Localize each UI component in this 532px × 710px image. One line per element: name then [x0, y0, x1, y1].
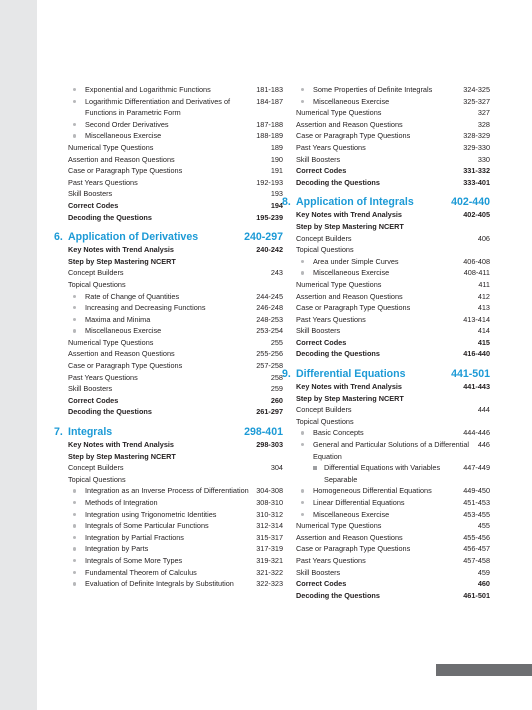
toc-entry-title: Integrals of Some Particular Functions: [68, 520, 256, 532]
toc-entry[interactable]: [296, 233, 490, 245]
toc-entry[interactable]: [68, 302, 283, 314]
toc-entry-title: Fundamental Theorem of Calculus: [68, 567, 256, 579]
toc-entry[interactable]: [296, 267, 490, 279]
toc-entry-pages: 459: [477, 567, 490, 577]
toc-entry-pages: 325-327: [463, 96, 490, 106]
toc-entry-pages: 312-314: [256, 521, 283, 531]
toc-entry[interactable]: [68, 200, 283, 212]
toc-entry[interactable]: [68, 567, 283, 579]
toc-entry[interactable]: [68, 96, 283, 119]
toc-entry-pages: 444-446: [463, 428, 490, 438]
page-margin-strip: [0, 0, 37, 710]
toc-entry-pages: 460: [477, 579, 490, 589]
toc-entry-pages: 333-401: [463, 177, 490, 187]
toc-entry-title: Past Years Questions: [68, 372, 138, 382]
chapter-number: 6.: [54, 231, 63, 244]
toc-entry-title: Maxima and Minima: [68, 314, 256, 326]
toc-entry[interactable]: [68, 177, 283, 189]
toc-entry[interactable]: [296, 337, 490, 349]
toc-entry-pages: 248-253: [256, 314, 283, 324]
toc-entry[interactable]: [296, 497, 490, 509]
toc-entry[interactable]: [68, 474, 283, 486]
toc-entry[interactable]: [296, 509, 490, 521]
toc-entry[interactable]: [68, 267, 283, 279]
toc-entry-title: Skill Boosters: [68, 384, 113, 394]
toc-entry[interactable]: [68, 406, 283, 418]
toc-entry[interactable]: [68, 130, 283, 142]
toc-entry[interactable]: [68, 383, 283, 395]
chapter-number: 7.: [54, 426, 63, 439]
toc-entry-title: Integration using Trigonometric Identities: [68, 509, 256, 521]
chapter-title: Application of Derivatives: [68, 231, 199, 244]
toc-entry[interactable]: [68, 244, 283, 256]
toc-entry-pages: 451-453: [463, 498, 490, 507]
toc-entry-title: Key Notes with Trend Analysis: [68, 245, 174, 255]
toc-entry-title: Decoding the Questions: [68, 212, 152, 222]
chapter-heading[interactable]: [54, 425, 283, 439]
toc-entry[interactable]: [68, 212, 283, 224]
toc-entry[interactable]: [68, 291, 283, 303]
toc-entry-pages: 456-457: [463, 544, 490, 554]
toc-entry-pages: 322-323: [256, 579, 283, 589]
toc-entry-title: Correct Codes: [296, 579, 347, 589]
toc-entry-pages: 255: [270, 337, 283, 347]
toc-entry-title: Past Years Questions: [296, 555, 366, 565]
toc-entry[interactable]: [68, 348, 283, 360]
toc-entry-title: Assertion and Reason Questions: [296, 291, 403, 301]
toc-entry-pages: 194: [270, 200, 283, 210]
toc-entry[interactable]: [296, 462, 490, 485]
toc-entry-title: Past Years Questions: [296, 314, 366, 324]
toc-entry-title: Past Years Questions: [296, 142, 366, 152]
toc-entry[interactable]: [68, 188, 283, 200]
toc-entry[interactable]: [296, 84, 490, 96]
toc-entry-title: Some Properties of Definite Integrals: [296, 84, 463, 96]
toc-entry[interactable]: [68, 395, 283, 407]
toc-entry-pages: 246-248: [256, 303, 283, 313]
toc-entry[interactable]: [296, 119, 490, 131]
toc-entry[interactable]: [68, 84, 283, 96]
toc-entry[interactable]: [296, 543, 490, 555]
toc-entry[interactable]: [68, 485, 283, 497]
footer-bar: [436, 664, 532, 676]
toc-entry-pages: 461-501: [463, 590, 490, 600]
toc-entry-pages: 193: [270, 189, 283, 199]
toc-entry-title: Miscellaneous Exercise: [296, 509, 463, 521]
toc-entry[interactable]: [296, 279, 490, 291]
toc-entry[interactable]: [296, 221, 490, 233]
toc-entry-title: Correct Codes: [296, 337, 347, 347]
toc-entry[interactable]: [68, 256, 283, 268]
toc-entry[interactable]: [68, 360, 283, 372]
toc-entry-title: Numerical Type Questions: [68, 142, 154, 152]
toc-entry-pages: 324-325: [463, 85, 490, 94]
toc-entry[interactable]: [296, 427, 490, 439]
toc-entry-pages: 414: [477, 326, 490, 336]
toc-entry-title: Topical Questions: [296, 416, 354, 426]
toc-entry[interactable]: [296, 567, 490, 579]
chapter-pages: 240-297: [244, 231, 283, 244]
chapter-title: Integrals: [68, 426, 113, 439]
toc-entry-pages: 447-449: [463, 463, 490, 473]
toc-entry[interactable]: [296, 404, 490, 416]
toc-entry-title: Skill Boosters: [68, 189, 113, 199]
toc-entry-title: Numerical Type Questions: [296, 108, 382, 118]
toc-entry[interactable]: [68, 439, 283, 451]
toc-entry[interactable]: [68, 555, 283, 567]
toc-entry-pages: 455: [477, 521, 490, 531]
toc-entry-pages: 195-239: [256, 212, 283, 222]
toc-entry[interactable]: [296, 381, 490, 393]
toc-entry-pages: 192-193: [256, 177, 283, 187]
toc-entry-pages: 455-456: [463, 532, 490, 542]
toc-entry[interactable]: [296, 485, 490, 497]
toc-entry-title: Methods of Integration: [68, 497, 256, 509]
toc-entry-pages: 412: [477, 291, 490, 301]
toc-entry-title: Skill Boosters: [296, 326, 341, 336]
toc-entry-title: Past Years Questions: [68, 177, 138, 187]
toc-entry-pages: 191: [270, 166, 283, 176]
toc-entry[interactable]: [296, 96, 490, 108]
toc-entry-title: Concept Builders: [68, 463, 124, 473]
toc-entry-pages: 310-312: [256, 509, 283, 519]
toc-entry[interactable]: [296, 154, 490, 166]
toc-entry-pages: 328-329: [463, 131, 490, 141]
toc-entry-pages: 190: [270, 154, 283, 164]
toc-entry[interactable]: [296, 256, 490, 268]
toc-entry-title: Assertion and Reason Questions: [296, 532, 403, 542]
toc-entry-pages: 304: [270, 463, 283, 473]
toc-entry[interactable]: [296, 291, 490, 303]
toc-entry-title: Decoding the Questions: [68, 407, 152, 417]
toc-entry-pages: 413: [477, 303, 490, 313]
toc-entry[interactable]: [68, 462, 283, 474]
toc-entry[interactable]: [68, 532, 283, 544]
toc-entry[interactable]: [68, 142, 283, 154]
toc-entry-pages: 253-254: [256, 326, 283, 336]
chapter-number: 8.: [282, 196, 291, 209]
toc-entry-pages: 321-322: [256, 567, 283, 577]
toc-entry[interactable]: [296, 130, 490, 142]
toc-entry-title: Assertion and Reason Questions: [68, 154, 175, 164]
toc-entry-title: Integration as an Inverse Process of Differentiation: [68, 485, 256, 497]
toc-entry-title: Concept Builders: [296, 233, 352, 243]
toc-entry-pages: 317-319: [256, 544, 283, 554]
toc-entry-pages: 319-321: [256, 555, 283, 565]
toc-entry-title: Correct Codes: [296, 166, 347, 176]
toc-entry[interactable]: [296, 416, 490, 428]
toc-entry-pages: 257-258: [256, 361, 283, 371]
toc-entry-pages: 243: [270, 268, 283, 278]
toc-entry-pages: 181-183: [256, 85, 283, 94]
toc-entry-title: Area under Simple Curves: [296, 256, 463, 268]
toc-entry[interactable]: [296, 107, 490, 119]
toc-entry-pages: 446: [477, 440, 490, 450]
toc-entry[interactable]: [68, 337, 283, 349]
toc-entry[interactable]: [68, 279, 283, 291]
toc-entry-title: Key Notes with Trend Analysis: [68, 440, 174, 450]
toc-entry-pages: 406: [477, 233, 490, 243]
toc-entry[interactable]: [68, 578, 283, 590]
toc-entry[interactable]: [296, 302, 490, 314]
toc-entry-pages: 406-408: [463, 256, 490, 266]
toc-entry-pages: 187-188: [256, 119, 283, 129]
toc-entry[interactable]: [296, 590, 490, 602]
toc-entry-title: Differential Equations with Variables Separable: [296, 462, 463, 485]
toc-entry-title: Decoding the Questions: [296, 590, 380, 600]
toc-entry-title: Step by Step Mastering NCERT: [296, 393, 404, 403]
toc-entry-pages: 259: [270, 384, 283, 394]
toc-entry-pages: 330: [477, 154, 490, 164]
toc-entry-title: Integrals of Some More Types: [68, 555, 256, 567]
toc-entry-pages: 411: [478, 279, 490, 289]
toc-entry[interactable]: [68, 314, 283, 326]
toc-entry-title: Case or Paragraph Type Questions: [68, 166, 183, 176]
toc-entry[interactable]: [296, 578, 490, 590]
toc-entry-pages: 327: [477, 108, 490, 118]
toc-entry-title: Linear Differential Equations: [296, 497, 463, 509]
toc-entry-pages: 308-310: [256, 498, 283, 507]
toc-entry[interactable]: [296, 439, 490, 462]
toc-entry-title: Assertion and Reason Questions: [296, 119, 403, 129]
toc-entry-title: Key Notes with Trend Analysis: [296, 210, 402, 220]
toc-entry-pages: 184-187: [256, 96, 283, 106]
toc-entry-pages: 328: [477, 119, 490, 129]
toc-entry-title: Integration by Parts: [68, 543, 256, 555]
toc-entry-title: Integration by Partial Fractions: [68, 532, 256, 544]
toc-entry-pages: 415: [477, 337, 490, 347]
toc-entry-pages: 453-455: [463, 509, 490, 519]
toc-entry-title: Exponential and Logarithmic Functions: [68, 84, 256, 96]
toc-entry-title: Logarithmic Differentiation and Derivatives of Functions in Parametric Form: [68, 96, 256, 119]
toc-entry-pages: 413-414: [463, 314, 490, 324]
chapter-number: 9.: [282, 368, 291, 381]
toc-entry[interactable]: [68, 497, 283, 509]
toc-entry-pages: 331-332: [463, 166, 490, 176]
toc-entry-title: Decoding the Questions: [296, 177, 380, 187]
toc-entry-pages: 304-308: [256, 486, 283, 496]
toc-entry-pages: 315-317: [256, 532, 283, 542]
toc-entry-pages: 449-450: [463, 486, 490, 496]
toc-entry-title: Evaluation of Definite Integrals by Substitution: [68, 578, 256, 590]
toc-entry-title: Second Order Derivatives: [68, 119, 256, 131]
toc-entry-title: Topical Questions: [296, 245, 354, 255]
toc-entry-title: Topical Questions: [68, 279, 126, 289]
toc-entry-pages: 457-458: [463, 555, 490, 565]
toc-entry[interactable]: [296, 244, 490, 256]
toc-entry[interactable]: [296, 209, 490, 221]
toc-entry-title: Step by Step Mastering NCERT: [68, 256, 176, 266]
toc-entry-title: Key Notes with Trend Analysis: [296, 382, 402, 392]
toc-entry-title: Case or Paragraph Type Questions: [296, 131, 411, 141]
toc-entry-pages: 260: [270, 395, 283, 405]
toc-entry-pages: 188-189: [256, 131, 283, 141]
toc-entry[interactable]: [68, 154, 283, 166]
toc-entry[interactable]: [296, 165, 490, 177]
toc-entry-pages: 298-303: [256, 440, 283, 450]
toc-entry-pages: 261-297: [256, 407, 283, 417]
toc-entry-title: Skill Boosters: [296, 154, 341, 164]
toc-entry-title: Rate of Change of Quantities: [68, 291, 256, 303]
toc-entry[interactable]: [296, 348, 490, 360]
toc-entry-title: Correct Codes: [68, 395, 119, 405]
toc-entry-title: Basic Concepts: [296, 427, 463, 439]
toc-entry[interactable]: [68, 451, 283, 463]
toc-right-column: [282, 84, 490, 601]
toc-entry-title: Step by Step Mastering NCERT: [68, 451, 176, 461]
toc-entry-title: Miscellaneous Exercise: [68, 130, 256, 142]
chapter-heading[interactable]: [54, 230, 283, 244]
toc-entry[interactable]: [296, 520, 490, 532]
toc-entry-title: Numerical Type Questions: [296, 279, 382, 289]
chapter-pages: 441-501: [451, 368, 490, 381]
chapter-pages: 402-440: [451, 196, 490, 209]
toc-entry-title: Concept Builders: [68, 268, 124, 278]
toc-entry-pages: 402-405: [463, 210, 490, 220]
toc-entry-pages: 244-245: [256, 291, 283, 301]
toc-entry-pages: 441-443: [463, 382, 490, 392]
toc-entry-title: Topical Questions: [68, 474, 126, 484]
toc-entry-title: Case or Paragraph Type Questions: [296, 544, 411, 554]
toc-entry[interactable]: [296, 177, 490, 189]
toc-entry[interactable]: [296, 314, 490, 326]
toc-entry[interactable]: [68, 372, 283, 384]
toc-entry-title: Case or Paragraph Type Questions: [296, 303, 411, 313]
toc-entry-title: Miscellaneous Exercise: [296, 96, 463, 108]
toc-entry-pages: 255-256: [256, 349, 283, 359]
toc-entry-title: Assertion and Reason Questions: [68, 349, 175, 359]
toc-entry-title: Case or Paragraph Type Questions: [68, 361, 183, 371]
toc-entry-pages: 240-242: [256, 245, 283, 255]
chapter-title: Differential Equations: [296, 368, 406, 381]
toc-entry-title: Homogeneous Differential Equations: [296, 485, 463, 497]
toc-entry[interactable]: [68, 543, 283, 555]
toc-entry-title: Increasing and Decreasing Functions: [68, 302, 256, 314]
toc-entry[interactable]: [68, 119, 283, 131]
toc-entry-title: Correct Codes: [68, 200, 119, 210]
toc-entry-pages: 329-330: [463, 142, 490, 152]
toc-entry-pages: 416-440: [463, 349, 490, 359]
toc-entry-title: Skill Boosters: [296, 567, 341, 577]
toc-entry-title: General and Particular Solutions of a Differential Equation: [296, 439, 478, 462]
chapter-pages: 298-401: [244, 426, 283, 439]
toc-left-column: [54, 84, 283, 590]
toc-entry-pages: 258: [270, 372, 283, 382]
toc-entry-pages: 444: [477, 405, 490, 415]
toc-entry-title: Miscellaneous Exercise: [296, 267, 464, 279]
toc-entry[interactable]: [68, 509, 283, 521]
toc-entry[interactable]: [296, 393, 490, 405]
chapter-title: Application of Integrals: [296, 196, 414, 209]
toc-entry-title: Numerical Type Questions: [296, 521, 382, 531]
toc-entry[interactable]: [68, 165, 283, 177]
toc-entry[interactable]: [296, 142, 490, 154]
chapter-heading[interactable]: [282, 367, 490, 381]
toc-entry-pages: 189: [270, 142, 283, 152]
toc-entry-title: Step by Step Mastering NCERT: [296, 221, 404, 231]
toc-entry[interactable]: [68, 325, 283, 337]
toc-entry[interactable]: [68, 520, 283, 532]
chapter-heading[interactable]: [282, 195, 490, 209]
toc-entry-title: Decoding the Questions: [296, 349, 380, 359]
toc-entry-pages: 408-411: [463, 268, 490, 278]
toc-entry-title: Numerical Type Questions: [68, 337, 154, 347]
toc-entry[interactable]: [296, 532, 490, 544]
toc-entry[interactable]: [296, 555, 490, 567]
toc-entry-title: Concept Builders: [296, 405, 352, 415]
toc-entry-title: Miscellaneous Exercise: [68, 325, 256, 337]
toc-entry[interactable]: [296, 325, 490, 337]
